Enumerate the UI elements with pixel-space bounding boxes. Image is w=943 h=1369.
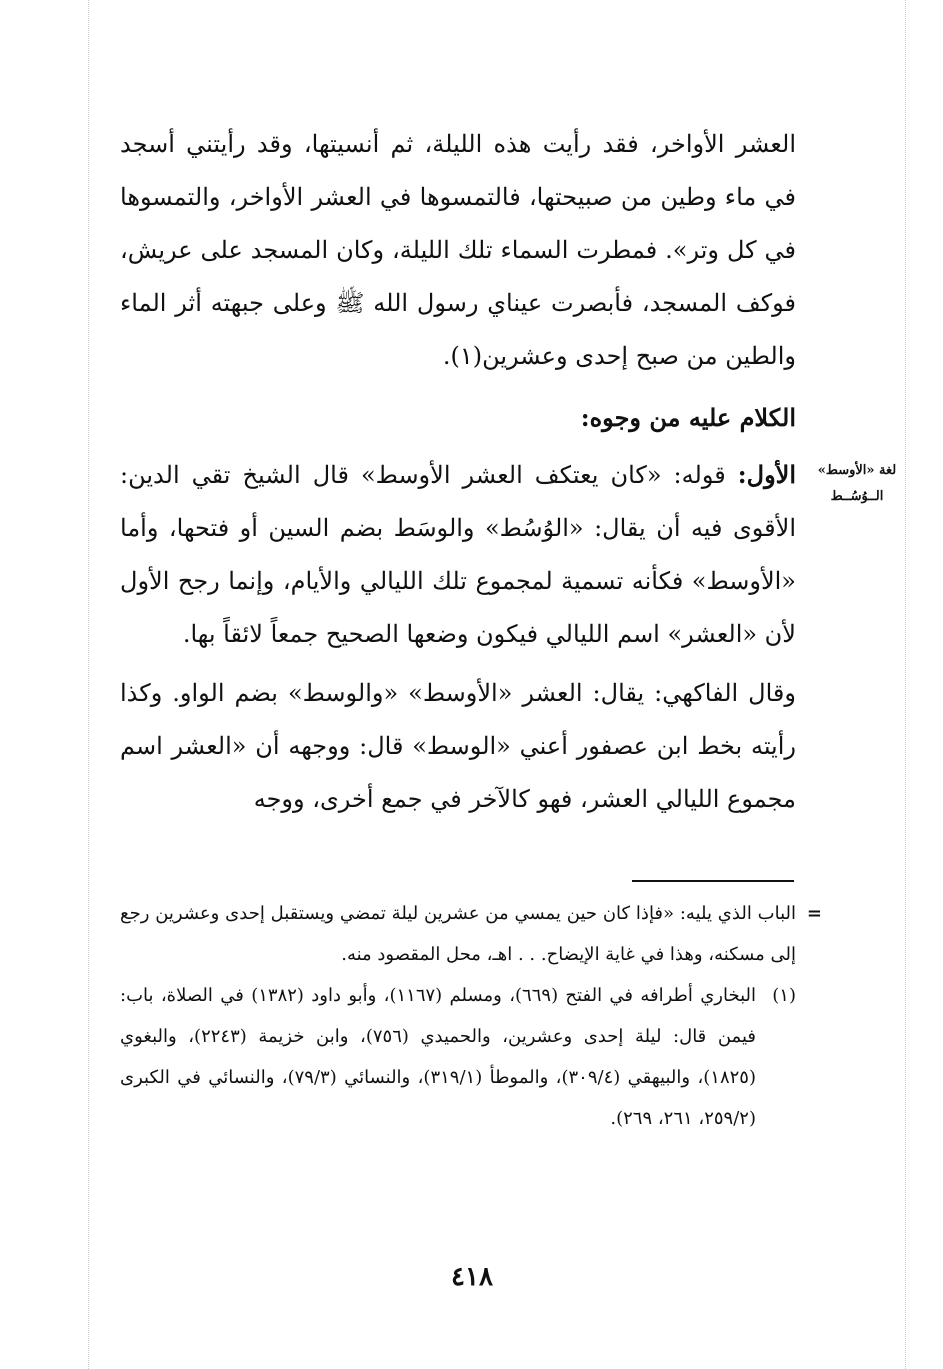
footnote-separator [632,880,794,882]
margin-note-line-1: لغة «الأوسط» [817,463,897,478]
paragraph-3: وقال الفاكهي: يقال: العشر «الأوسط» «والوسط» بضم الواو. وكذا رأيته بخط ابن عصفور أعني «الوسط» قال: ووجهه أن «العشر اسم مجموع الليالي العشر، فهو كالآخر في جمع أخرى، ووجه [120,679,796,813]
left-gutter-line [88,0,90,1369]
margin-note-line-2: الــوُسُــط [830,489,884,504]
main-text [120,118,796,826]
continuation-mark: = [806,903,822,924]
page-number: ٤١٨ [451,1262,493,1292]
footnotes [120,893,822,1139]
section-heading: الكلام عليه من وجوه: [580,403,796,432]
footnote-continuation-text: الباب الذي يليه: «فإذا كان حين يمسي من عشرين ليلة تمضي ويستقبل إحدى وعشرين رجع إلى مسكنه، وهذا في غاية الإيضاح. . . اهـ، محل المقصود منه. [120,903,796,965]
footnote-continuation [120,893,822,975]
margin-note [812,458,902,510]
paragraph-2 [120,448,796,661]
paragraph-2-text: قوله: «كان يعتكف العشر الأوسط» قال الشيخ تقي الدين: الأقوى فيه أن يقال: «الوُسُط» والوسَط بضم السين أو فتحها، وأما «الأوسط» فكأنه تسمية لمجموع تلك الليالي والأيام، وإنما رجح الأول لأن «العشر» اسم الليالي فيكون وضعها الصحيح جمعاً لائقاً بها. [120,461,796,648]
footnote-1-number: (١) [772,985,796,1006]
paragraph-1: العشر الأواخر، فقد رأيت هذه الليلة، ثم أنسيتها، وقد رأيتني أسجد في ماء وطين من صبيحتها، فالتمسوها في العشر الأواخر، والتمسوها في كل وتر». فمطرت السماء تلك الليلة، وكان المسجد على عريش، فوكف المسجد، فأبصرت عيناي رسول الله ﷺ وعلى جبهته أثر الماء والطين من صبح إحدى وعشرين(١). [120,130,796,370]
footnote-1-text: البخاري أطرافه في الفتح (٦٦٩)، ومسلم (١١٦٧)، وأبو داود (١٣٨٢) في الصلاة، باب: فيمن قال: ليلة إحدى وعشرين، والحميدي (٧٥٦)، وابن خزيمة (٢٢٤٣)، والبغوي (١٨٢٥)، والبيهقي (٣٠٩/٤)، والموطأ (٣١٩/١)، والنسائي (٧٩/٣)، والنسائي في الكبرى (٢٥٩/٢، ٢٦١، ٢٦٩). [120,985,757,1129]
paragraph-2-lead: الأول: [737,460,797,489]
right-gutter-line [905,0,907,1369]
footnote-1 [120,975,796,1139]
